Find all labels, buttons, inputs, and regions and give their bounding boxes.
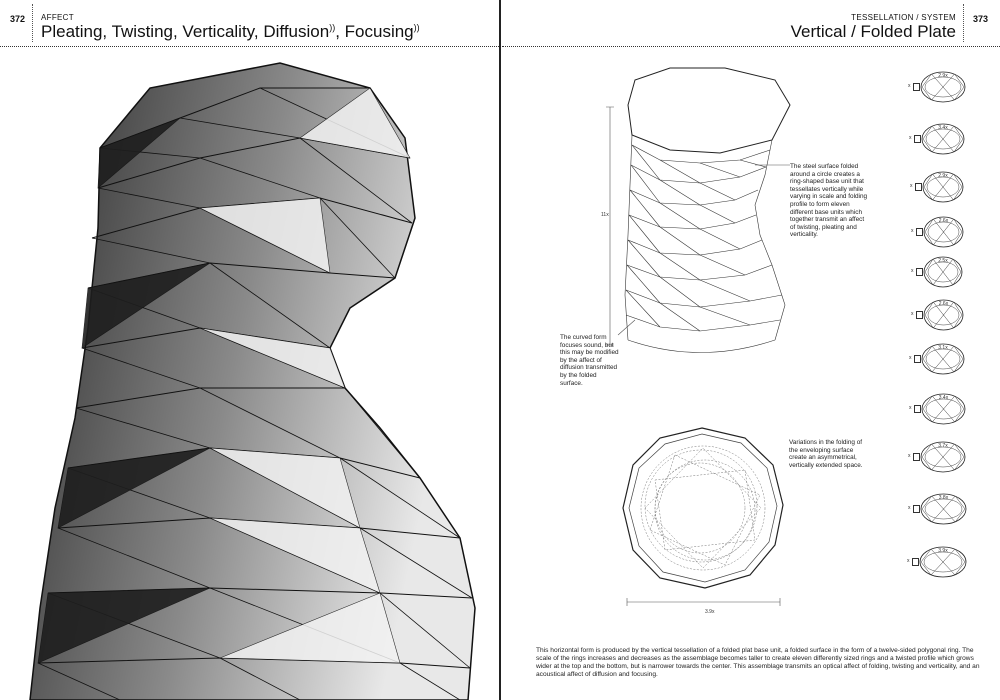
right-header-rule <box>502 46 1000 47</box>
ring-unit-marker-box <box>916 311 923 319</box>
ring-unit-marker-box <box>916 268 923 276</box>
ring-unit <box>922 170 964 204</box>
plan-width-label: 3.9x <box>705 609 715 615</box>
ring-unit <box>921 392 966 426</box>
curved-form-note: The curved form focuses sound, but this may be modified by the affect of diffusion transmitted by the folded surface. <box>560 334 619 387</box>
caption-text: This horizontal form is produced by the vertical tessellation of a folded plat base unit, a folded surface in the form of a twelve-sided polygonal ring. The scale of the rings increases and decreases as the assemblage becomes taller to create eleven differently sized rings and a twisted profile which grows wider at the top and the bottom, but is narrower towards the center. This assemblage transmits an optical affect of folding, twisting and verticality, and an acoustical affect of diffusion and focusing. <box>536 647 980 678</box>
elevation-drawing <box>600 65 800 365</box>
ring-width-label: 2.9x <box>938 173 948 179</box>
ring-unit <box>920 440 966 474</box>
ring-unit-marker: x <box>911 228 914 234</box>
ring-unit-marker: x <box>908 453 911 459</box>
left-page-number: 372 <box>10 14 26 24</box>
ring-unit-marker-box <box>914 405 921 413</box>
ring-unit-marker: x <box>911 268 914 274</box>
ring-unit-marker-box <box>914 355 921 363</box>
plan-drawing <box>615 420 790 620</box>
left-page-title <box>41 22 420 42</box>
ring-unit <box>923 298 964 332</box>
ring-unit-marker-box <box>913 83 920 91</box>
ring-unit-marker-box <box>913 453 920 461</box>
ring-width-label: 3.4x <box>938 125 948 131</box>
ring-unit-marker: x <box>908 505 911 511</box>
ring-width-label: 2.6x <box>938 218 949 224</box>
left-header-rule <box>0 46 499 47</box>
ring-width-label: 2.9x <box>938 73 948 79</box>
right-section-label: TESSELLATION / SYSTEM <box>851 13 956 22</box>
ring-unit-marker-box <box>916 228 923 236</box>
height-dimension-label: 11x <box>601 212 609 218</box>
header-divider <box>963 4 964 42</box>
ring-unit-marker-box <box>915 183 922 191</box>
ring-unit-marker: x <box>911 311 914 317</box>
folded-plate-render <box>0 48 499 700</box>
ring-width-label: 2.6x <box>938 301 949 307</box>
ring-unit-marker: x <box>908 83 911 89</box>
ring-width-label: 3.7x <box>938 443 948 449</box>
steel-surface-note: The steel surface folded around a circle creates a ring-shaped base unit that tessellates vertically while varying in scale and folding profile to form eleven different base units which together transmit an affect of twisting, pleating and verticality. <box>790 163 868 239</box>
ring-unit-marker: x <box>910 183 913 189</box>
right-page-title: Vertical / Folded Plate <box>790 22 956 41</box>
ring-width-label: 3.9x <box>938 548 948 554</box>
ring-unit-marker-box <box>913 505 920 513</box>
ring-width-label: 3.4x <box>938 395 949 401</box>
left-section-label: AFFECT <box>41 13 74 22</box>
ring-unit <box>921 122 965 156</box>
sound-wave-icon: )) <box>329 22 336 33</box>
ring-unit-marker: x <box>907 558 910 564</box>
title-part-1: Pleating, Twisting, Verticality, Diffusion <box>41 22 330 41</box>
ring-width-label: 3.8x <box>938 495 949 501</box>
ring-unit-marker: x <box>909 355 912 361</box>
ring-width-label: 2.5x <box>938 258 948 264</box>
ring-unit <box>920 492 967 526</box>
ring-unit-marker: x <box>909 135 912 141</box>
sound-wave-icon: )) <box>413 22 420 33</box>
variations-note: Variations in the folding of the enveloping surface create an asymmetrical, vertically extended space. <box>789 439 863 469</box>
ring-unit-marker: x <box>909 405 912 411</box>
right-page-number: 373 <box>972 14 988 24</box>
ring-unit <box>919 545 967 579</box>
ring-unit <box>923 255 963 289</box>
header-divider <box>32 4 33 42</box>
ring-unit <box>921 342 965 376</box>
title-part-2: , Focusing <box>335 22 414 41</box>
ring-unit-marker-box <box>912 558 919 566</box>
ring-unit <box>920 70 966 104</box>
ring-unit <box>923 215 964 249</box>
ring-unit-marker-box <box>914 135 921 143</box>
ring-width-label: 3.1x <box>938 345 948 351</box>
